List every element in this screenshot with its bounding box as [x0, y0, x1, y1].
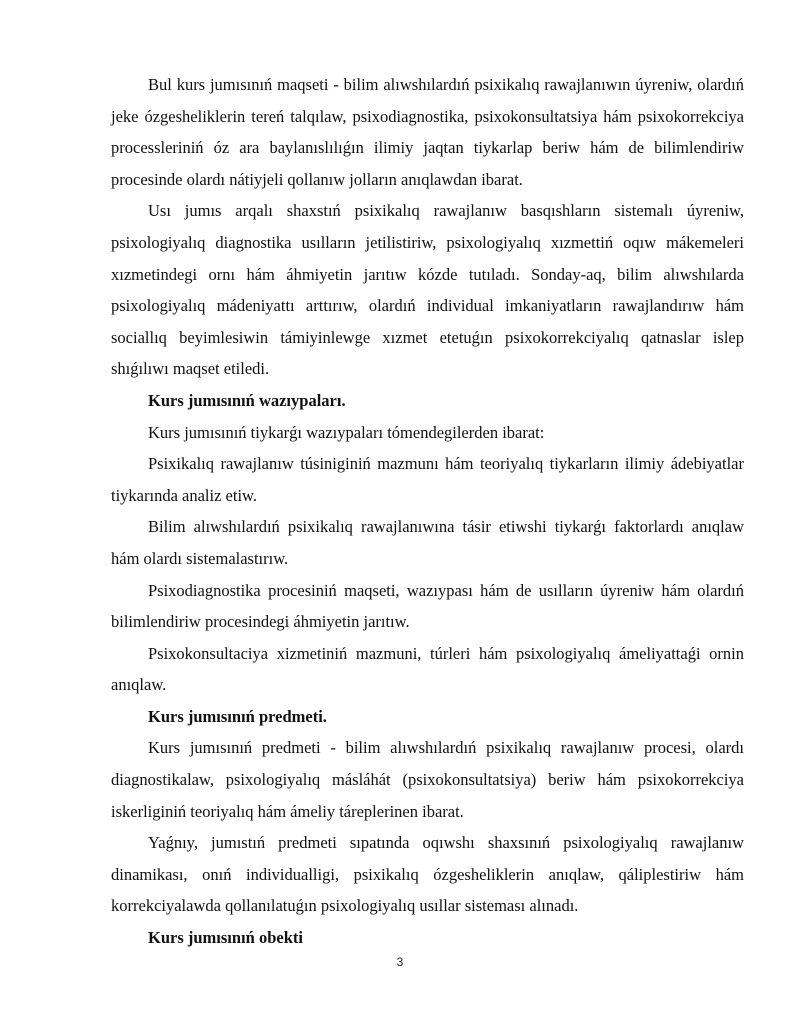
heading-tasks: Kurs jumısınıń wazıypaları. — [148, 390, 346, 410]
paragraph-aim: Bul kurs jumısınıń maqseti - bilim alıwshılardıń psixikalıq rawajlanıwın úyreniw, olardıń jeke ózgesheliklerin tereń talqılaw, psixodiagnostika, psixokonsultatsiya hám psixokorrekciya processleriniń óz ara baylanıslılıǵın ilimiy jaqtan tiykarlap beriw hám de bilimlendiriw procesinde olardı nátiyjeli qollanıw jolların anıqlawdan ibarat. — [111, 75, 744, 189]
page-number: 3 — [396, 955, 404, 969]
heading-subject: Kurs jumısınıń predmeti. — [148, 706, 327, 726]
paragraph-subject: Kurs jumısınıń predmeti - bilim alıwshılardıń psixikalıq rawajlanıw procesi, olardı diagnostikalaw, psixologiyalıq másláhát (psixokonsultatsiya) beriw hám psixokorrekciya iskerliginiń teoriyalıq hám ámeliy táreplerinen ibarat. — [111, 738, 744, 821]
paragraph-aim-details: Usı jumıs arqalı shaxstıń psixikalıq rawajlanıw basqıshların sistemalı úyreniw, psixologiyalıq diagnostika usılların jetilistiriw, psixologiyalıq xızmettiń oqıw mákemeleri xızmetindegi ornı hám áhmiyetin jarıtıw kózde tutıladı. Sonday-aq, bilim alıwshılarda psixologiyalıq mádeniyattı arttırıw, olardıń individual imkaniyatların rawajlandırıw hám sociallıq beyimlesiwin támiyinlewge xızmet etetuǵın psixokorrekciyalıq qatnaslar islep shıǵılıwı maqset etiledi. — [111, 201, 744, 379]
task-item-3: Psixodiagnostika procesiniń maqseti, wazıypası hám de usılların úyreniw hám olardıń bilimlendiriw procesindegi áhmiyetin jarıtıw. — [111, 580, 744, 632]
paragraph-subject-details: Yaǵnıy, jumıstıń predmeti sıpatında oqıwshı shaxsınıń psixologiyalıq rawajlanıw dinamikası, onıń individualligi, psixikalıq ózgesheliklerin anıqlaw, qáliplestiriw hám korrekciyalawda qollanılatuǵın psixologiyalıq usıllar sisteması alınadı. — [111, 833, 744, 916]
page-body — [111, 69, 744, 954]
task-item-4: Psixokonsultaciya xizmetiniń mazmuni, túrleri hám psixologiyalıq ámeliyattaǵi ornin anıqlaw. — [111, 643, 744, 695]
task-item-2: Bilim alıwshılardıń psixikalıq rawajlanıwına tásir etiwshi tiykarǵı faktorlardı anıqlaw hám olardı sistemalastırıw. — [111, 517, 744, 568]
task-item-1: Psixikalıq rawajlanıw túsiniginiń mazmunı hám teoriyalıq tiykarların ilimiy ádebiyatlar tiykarında analiz etiw. — [111, 454, 744, 505]
heading-object: Kurs jumısınıń obekti — [148, 928, 303, 948]
paragraph-tasks-intro: Kurs jumısınıń tiykarǵı wazıypaları tómendegilerden ibarat: — [148, 422, 545, 442]
